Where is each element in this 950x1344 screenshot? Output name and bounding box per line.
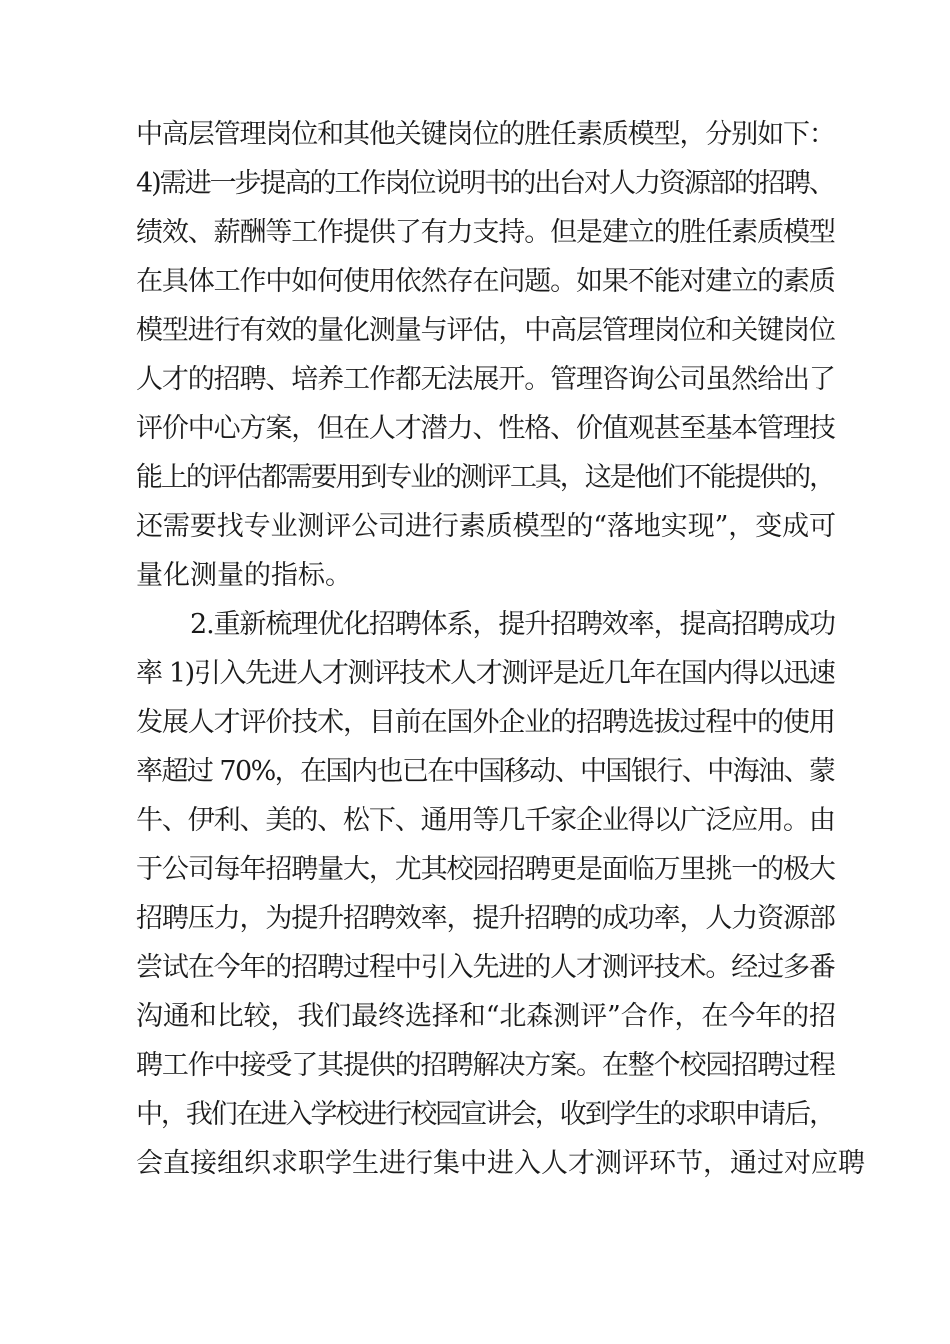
text-line: 发展人才评价技术，目前在国外企业的招聘选拔过程中的使用	[136, 707, 835, 738]
text-line: 中，我们在进入学校进行校园宣讲会，收到学生的求职申请后，	[136, 1099, 835, 1130]
text-line: 尝试在今年的招聘过程中引入先进的人才测评技术。经过多番	[136, 952, 835, 983]
text-line: 会直接组织求职学生进行集中进入人才测评环节，通过对应聘	[136, 1148, 865, 1179]
text-line: 聘工作中接受了其提供的招聘解决方案。在整个校园招聘过程	[136, 1050, 835, 1081]
text-line: 能上的评估都需要用到专业的测评工具，这是他们不能提供的，	[136, 462, 835, 493]
text-line: 在具体工作中如何使用依然存在问题。如果不能对建立的素质	[136, 266, 835, 297]
text-line: 评价中心方案，但在人才潜力、性格、价值观甚至基本管理技	[136, 413, 835, 444]
text-line: 4)需进一步提高的工作岗位说明书的出台对人力资源部的招聘、	[136, 168, 834, 199]
text-line: 于公司每年招聘量大，尤其校园招聘更是面临万里挑一的极大	[136, 854, 835, 885]
text-line: 还需要找专业测评公司进行素质模型的“落地实现”，变成可	[136, 511, 836, 542]
text-line: 2.重新梳理优化招聘体系，提升招聘效率，提高招聘成功	[190, 609, 835, 640]
text-line: 中高层管理岗位和其他关键岗位的胜任素质模型，分别如下：	[136, 119, 835, 150]
body-text	[136, 110, 865, 1188]
text-line: 率 1)引入先进人才测评技术人才测评是近几年在国内得以迅速	[136, 658, 835, 689]
text-line: 模型进行有效的量化测量与评估，中高层管理岗位和关键岗位	[136, 315, 835, 346]
text-line: 绩效、薪酬等工作提供了有力支持。但是建立的胜任素质模型	[136, 217, 835, 248]
text-line: 牛、伊利、美的、松下、通用等几千家企业得以广泛应用。由	[136, 805, 835, 836]
text-line: 沟通和比较，我们最终选择和“北森测评”合作，在今年的招	[136, 1001, 836, 1032]
text-line: 人才的招聘、培养工作都无法展开。管理咨询公司虽然给出了	[136, 364, 835, 395]
text-line: 量化测量的指标。	[136, 560, 352, 591]
text-line: 招聘压力，为提升招聘效率，提升招聘的成功率，人力资源部	[136, 903, 835, 934]
text-line: 率超过 70%，在国内也已在中国移动、中国银行、中海油、蒙	[136, 756, 835, 787]
